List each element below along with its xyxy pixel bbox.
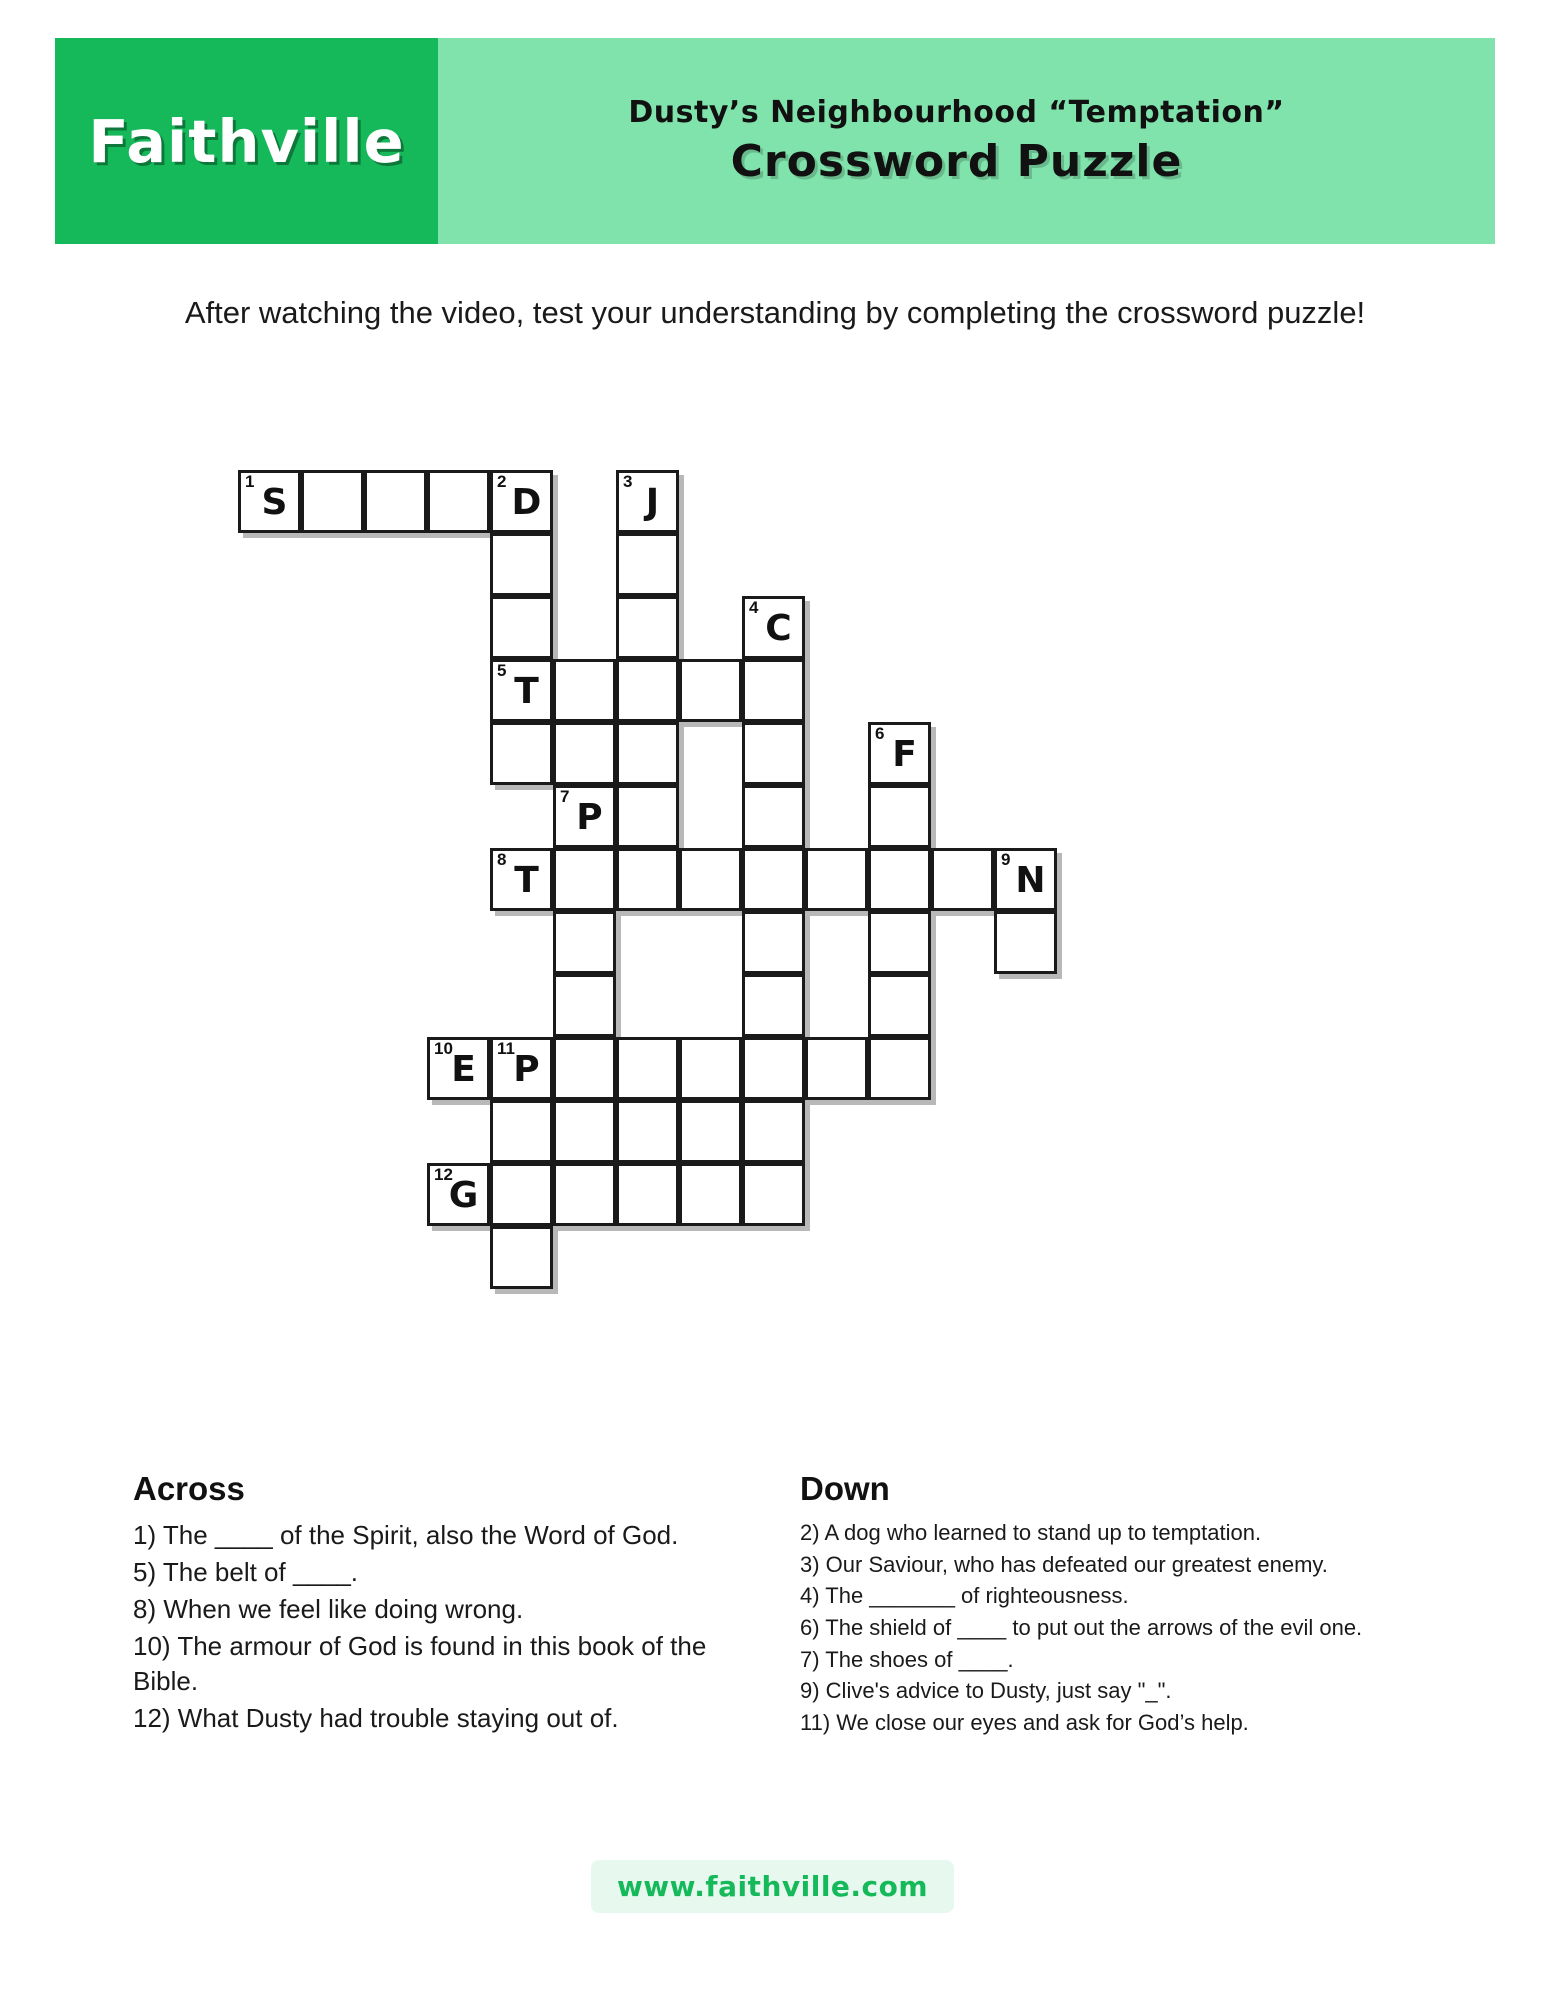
grid-cell[interactable] (868, 848, 931, 911)
grid-cell[interactable] (616, 1100, 679, 1163)
grid-cell[interactable] (868, 911, 931, 974)
grid-cell[interactable] (994, 848, 1057, 911)
cell-letter: F (892, 734, 917, 775)
grid-cell[interactable] (490, 722, 553, 785)
page-footer (0, 1860, 1545, 1913)
cell-number: 9 (1001, 850, 1011, 869)
grid-cell[interactable] (490, 596, 553, 659)
grid-cell[interactable] (616, 533, 679, 596)
website-link[interactable]: www.faithville.com (591, 1860, 954, 1913)
grid-cell[interactable] (868, 785, 931, 848)
down-clue-item: 9) Clive's advice to Dusty, just say "_". (800, 1678, 1172, 1704)
across-clues (133, 1470, 753, 1739)
cell-letter: P (513, 1049, 540, 1090)
logo-text: Faithville (88, 106, 405, 176)
grid-cell[interactable] (616, 596, 679, 659)
across-clue-item: 12) What Dusty had trouble staying out of. (133, 1703, 619, 1734)
grid-cell[interactable] (742, 659, 805, 722)
grid-cell[interactable] (616, 1037, 679, 1100)
grid-cell[interactable] (742, 596, 805, 659)
header-subtitle: Dusty’s Neighbourhood “Temptation” (628, 95, 1285, 130)
grid-cell[interactable] (679, 1037, 742, 1100)
grid-cell[interactable] (679, 1100, 742, 1163)
grid-cell[interactable] (616, 848, 679, 911)
grid-cell[interactable] (742, 785, 805, 848)
cell-number: 5 (497, 661, 507, 680)
grid-cell[interactable] (742, 848, 805, 911)
down-clues (800, 1470, 1420, 1740)
cell-number: 4 (749, 598, 759, 617)
grid-cell[interactable] (490, 1037, 553, 1100)
grid-cell[interactable] (679, 659, 742, 722)
grid-cell[interactable] (616, 1163, 679, 1226)
grid-cell[interactable] (805, 1037, 868, 1100)
grid-cell[interactable] (427, 470, 490, 533)
page-title: Crossword Puzzle (730, 136, 1183, 187)
cell-letter: S (261, 482, 288, 523)
grid-cell[interactable] (868, 1037, 931, 1100)
grid-cell[interactable] (742, 911, 805, 974)
grid-cell[interactable] (616, 722, 679, 785)
grid-cell[interactable] (490, 470, 553, 533)
grid-cell[interactable] (490, 1163, 553, 1226)
cell-letter: T (514, 860, 539, 901)
grid-cell[interactable] (679, 1163, 742, 1226)
grid-cell[interactable] (238, 470, 301, 533)
grid-cell[interactable] (490, 533, 553, 596)
grid-cell[interactable] (616, 785, 679, 848)
across-clue-list (133, 1518, 753, 1737)
cell-letter: E (451, 1049, 476, 1090)
grid-cell[interactable] (868, 722, 931, 785)
cell-letter: J (645, 482, 660, 523)
grid-cell[interactable] (553, 1037, 616, 1100)
cell-letter: N (1015, 860, 1046, 901)
grid-cell[interactable] (301, 470, 364, 533)
grid-cell[interactable] (490, 848, 553, 911)
grid-cell[interactable] (427, 1163, 490, 1226)
down-clue-list (800, 1518, 1420, 1738)
cell-number: 6 (875, 724, 885, 743)
grid-cell[interactable] (742, 1163, 805, 1226)
grid-cell[interactable] (805, 848, 868, 911)
grid-cell[interactable] (742, 1037, 805, 1100)
across-clue-item: 8) When we feel like doing wrong. (133, 1594, 524, 1625)
across-clue-item: 1) The ____ of the Spirit, also the Word of God. (133, 1520, 679, 1550)
grid-cell[interactable] (679, 848, 742, 911)
cell-number: 2 (497, 472, 507, 491)
cell-number: 7 (560, 787, 570, 806)
cell-letter: T (514, 671, 539, 712)
grid-cell[interactable] (616, 470, 679, 533)
cell-number: 1 (245, 472, 255, 491)
grid-cell[interactable] (553, 659, 616, 722)
down-clue-item: 4) The _______ of righteousness. (800, 1583, 1129, 1609)
cell-letter: D (511, 482, 542, 523)
grid-cell[interactable] (490, 1100, 553, 1163)
cell-number: 8 (497, 850, 507, 869)
grid-cell[interactable] (553, 1163, 616, 1226)
cell-number: 12 (434, 1165, 453, 1184)
down-clue-item: 7) The shoes of ____. (800, 1646, 1014, 1672)
cell-number: 3 (623, 472, 633, 491)
grid-cell[interactable] (868, 974, 931, 1037)
across-clue-item: 5) The belt of ____. (133, 1557, 359, 1588)
down-heading: Down (800, 1470, 890, 1507)
grid-cell[interactable] (553, 848, 616, 911)
cell-number: 11 (497, 1039, 515, 1058)
grid-cell[interactable] (994, 911, 1057, 974)
grid-cell[interactable] (931, 848, 994, 911)
grid-cell[interactable] (364, 470, 427, 533)
grid-cell[interactable] (553, 1100, 616, 1163)
cell-number: 10 (434, 1039, 453, 1058)
grid-cell[interactable] (616, 659, 679, 722)
cell-letter: C (765, 608, 792, 649)
across-heading: Across (133, 1470, 245, 1507)
grid-cell[interactable] (490, 659, 553, 722)
grid-cell[interactable] (742, 974, 805, 1037)
down-clue-item: 3) Our Saviour, who has defeated our greatest enemy. (800, 1551, 1328, 1577)
grid-cell[interactable] (553, 974, 616, 1037)
intro-text: After watching the video, test your understanding by completing the crossword puzzle! (184, 295, 1366, 330)
grid-cell[interactable] (742, 722, 805, 785)
grid-cell[interactable] (553, 722, 616, 785)
cell-letter: P (576, 797, 603, 838)
across-clue-item: 10) The armour of God is found in this book of the Bible. (133, 1631, 707, 1697)
cell-letter: G (448, 1175, 479, 1216)
grid-cell[interactable] (553, 785, 616, 848)
down-clue-item: 6) The shield of ____ to put out the arrows of the evil one. (800, 1615, 1363, 1641)
grid-cell[interactable] (427, 1037, 490, 1100)
grid-cell[interactable] (742, 1100, 805, 1163)
grid-cell[interactable] (490, 1226, 553, 1289)
down-clue-item: 11) We close our eyes and ask for God’s help. (800, 1710, 1249, 1736)
clues-section (0, 1470, 1545, 1810)
grid-cell[interactable] (553, 911, 616, 974)
down-clue-item: 2) A dog who learned to stand up to temptation. (800, 1520, 1262, 1545)
